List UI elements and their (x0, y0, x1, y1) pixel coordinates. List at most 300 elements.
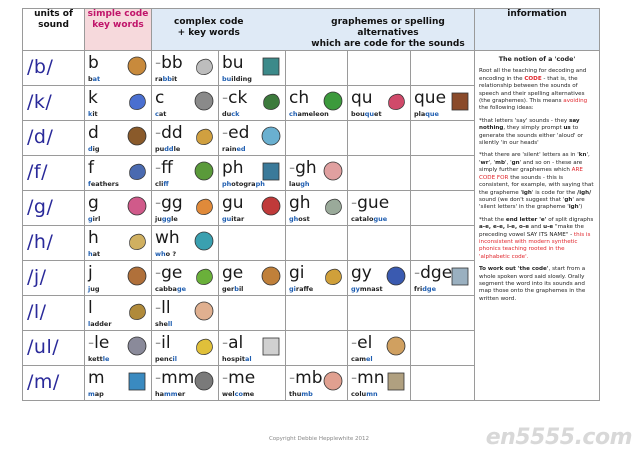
information-span: igh (568, 204, 579, 211)
grapheme-text: dd (161, 123, 183, 143)
grapheme (155, 53, 183, 73)
information-span: - that is, the relationship between the sounds of speech and their spelling alternatives (the graphemes). This means (479, 75, 585, 105)
key-word-part: mm (164, 390, 178, 398)
key-word-part: gue (373, 215, 388, 223)
key-word (222, 145, 246, 153)
key-word-part: j (88, 285, 91, 293)
key-word-part: ch (289, 110, 298, 118)
information-span: /igh/ (577, 189, 592, 196)
key-word-part: ha (155, 390, 165, 398)
complex-code-cell (219, 226, 286, 261)
key-word-part: h (88, 250, 93, 258)
key-word-part: ed (236, 145, 246, 153)
information-text (475, 51, 599, 303)
complex-code-cell (286, 261, 348, 296)
simple-code-cell (85, 86, 152, 121)
chameleon-icon (322, 90, 344, 116)
bat-icon (126, 55, 148, 81)
grapheme-text: qu (351, 88, 373, 108)
key-word-part: thu (289, 390, 302, 398)
key-word (351, 285, 383, 293)
grapheme-text: ll (161, 298, 171, 318)
grapheme (289, 193, 311, 213)
grapheme-text: l (88, 298, 93, 318)
dig-icon (126, 125, 148, 151)
key-word (414, 285, 436, 293)
grapheme-text: me (228, 368, 256, 388)
complex-code-cell (348, 51, 411, 86)
header-simple-code: simple code key words (85, 9, 152, 51)
grapheme-text: que (414, 88, 447, 108)
complex-code-cell (411, 226, 475, 261)
grapheme-dash: - (351, 333, 358, 353)
gerbil-icon (260, 265, 282, 291)
sound-unit: /m/ (27, 371, 60, 393)
grapheme (155, 88, 164, 108)
cliff-icon (193, 160, 215, 186)
grapheme (351, 333, 372, 353)
complex-code-cell (152, 226, 219, 261)
grapheme-text: ch (289, 88, 310, 108)
grapheme (351, 368, 384, 388)
complex-code-cell (286, 296, 348, 331)
information-span: Root all the teaching for decoding and encoding in the (479, 68, 587, 82)
grapheme-dash: - (155, 193, 162, 213)
header-graphemes-label: graphemes or spelling alternatives which are code for the sounds (311, 17, 465, 49)
information-span: *that there are 'silent' letters as in ' (479, 152, 579, 159)
key-word-part: dd (164, 145, 174, 153)
information-span: to generate the sounds either 'aloud' or silently 'in our heads' (479, 125, 584, 147)
information-span: and (529, 224, 544, 231)
information-paragraph (479, 217, 595, 261)
grapheme (351, 88, 373, 108)
grapheme-text: bu (222, 53, 244, 73)
thumb-icon (322, 370, 344, 396)
key-word-part: rain (222, 145, 237, 153)
simple-code-cell (85, 226, 152, 261)
grapheme (88, 228, 99, 248)
key-word-part: ff (163, 180, 169, 188)
sound-unit: /f/ (27, 161, 48, 183)
key-word (88, 390, 104, 398)
sound-unit-cell (23, 261, 85, 296)
information-span: ', ' (479, 152, 590, 166)
hammer-icon (193, 370, 215, 396)
ghost-icon (322, 195, 344, 221)
key-word-part: ameleon (297, 110, 329, 118)
juggle-icon (193, 195, 215, 221)
complex-code-cell (348, 156, 411, 191)
key-word-part: it (92, 110, 98, 118)
information-span: kn (578, 152, 587, 159)
key-word-part: irl (92, 215, 101, 223)
key-word-part: b (234, 285, 239, 293)
simple-code-cell (85, 121, 152, 156)
grapheme-text: gh (289, 193, 311, 213)
key-word-part: at (92, 75, 101, 83)
key-word (351, 215, 387, 223)
complex-code-cell (348, 331, 411, 366)
grapheme-text: il (161, 333, 171, 353)
sound-unit: /l/ (27, 301, 47, 323)
grapheme-text: m (88, 368, 105, 388)
key-word (222, 355, 252, 363)
complex-code-cell (286, 331, 348, 366)
sound-unit-cell (23, 86, 85, 121)
complex-code-cell (152, 86, 219, 121)
key-word-part: qu (364, 110, 375, 118)
key-word-part: mnast (359, 285, 383, 293)
key-word-part: pla (414, 110, 426, 118)
grapheme-dash: - (222, 88, 229, 108)
information-span: this is inconsistent with modern synthetic phonics teaching rooted in the 'alphabetic code'. (479, 231, 591, 260)
complex-code-cell (286, 121, 348, 156)
grapheme (88, 123, 99, 143)
key-word-part: otogra (231, 180, 256, 188)
who-icon (193, 230, 215, 256)
cat-icon (193, 90, 215, 116)
kettle-icon (126, 335, 148, 361)
grapheme-dash: - (155, 158, 162, 178)
grapheme-text: f (88, 158, 94, 178)
key-word (155, 390, 185, 398)
key-word-part: c (155, 110, 159, 118)
header-information: information (475, 9, 600, 51)
complex-code-cell (411, 121, 475, 156)
kite-icon (126, 90, 148, 116)
simple-code-cell (85, 331, 152, 366)
key-word (155, 180, 169, 188)
simple-code-cell (85, 366, 152, 401)
key-word-part: le (102, 355, 110, 363)
key-word-part: adder (90, 320, 112, 328)
grapheme-text: gg (161, 193, 183, 213)
information-span: say nothing (479, 117, 580, 132)
key-word-part: k (88, 110, 93, 118)
key-word-part: ig (92, 145, 100, 153)
information-span: the following ideas: (479, 105, 534, 112)
grapheme-dash: - (351, 193, 358, 213)
photograph-icon (260, 160, 282, 186)
information-span: the sounds - this is consistent, for example, with saying that the grapheme ' (479, 174, 594, 196)
key-word-part: mb (301, 390, 313, 398)
key-word-part: ost (298, 215, 310, 223)
information-span: , start from a whole spoken word said slowly. Orally segment the word into its sounds and map those onto the graphemes in the written word. (479, 266, 586, 302)
simple-code-cell (85, 51, 152, 86)
key-word-part: er (177, 390, 186, 398)
key-word-part: it (171, 75, 178, 83)
key-word (155, 75, 177, 83)
key-word-part: colu (351, 390, 367, 398)
key-word-part: ph (255, 180, 265, 188)
key-word-part: il (172, 355, 178, 363)
information-span: ', ' (488, 159, 496, 166)
information-span: ARE CODE FOR (479, 167, 583, 181)
key-word (155, 110, 166, 118)
grapheme-text: j (88, 263, 93, 283)
grapheme (155, 298, 171, 318)
complex-code-cell (286, 366, 348, 401)
grapheme-dash: - (351, 368, 358, 388)
grapheme (222, 193, 244, 213)
grapheme-text: gu (222, 193, 244, 213)
grapheme-dash: - (155, 123, 162, 143)
key-word-part: penc (155, 355, 173, 363)
key-word-part: gh (300, 180, 310, 188)
complex-code-cell (286, 191, 348, 226)
grapheme (88, 368, 105, 388)
grapheme (88, 333, 109, 353)
sound-unit-cell (23, 366, 85, 401)
grapheme (222, 53, 244, 73)
grapheme (289, 368, 323, 388)
key-word (88, 285, 100, 293)
complex-code-cell (219, 366, 286, 401)
sound-unit: /ul/ (27, 336, 60, 358)
map-icon (126, 370, 148, 396)
key-word (222, 285, 243, 293)
information-span: ', ' (504, 159, 512, 166)
key-word (351, 355, 373, 363)
sound-unit-cell (23, 51, 85, 86)
key-word (155, 320, 172, 328)
key-word (222, 110, 239, 118)
key-word (351, 110, 382, 118)
grapheme-dash: - (155, 333, 162, 353)
complex-code-cell (152, 296, 219, 331)
key-word (155, 215, 178, 223)
information-span: gn (511, 159, 520, 166)
key-word-part: gu (222, 215, 232, 223)
key-word (88, 250, 100, 258)
complex-code-cell (348, 226, 411, 261)
key-word-part: raffe (295, 285, 314, 293)
key-word-part: que (425, 110, 439, 118)
grapheme (222, 123, 249, 143)
grapheme-text: ed (228, 123, 250, 143)
key-word-part: gg (161, 215, 172, 223)
simple-code-cell (85, 296, 152, 331)
header-units-of-sound: units of sound (23, 9, 85, 51)
sound-unit: /d/ (27, 126, 54, 148)
key-word-part: ll (167, 320, 173, 328)
key-word-part: kett (88, 355, 103, 363)
laugh-icon (322, 160, 344, 186)
complex-code-cell (411, 191, 475, 226)
feathers-icon (126, 160, 148, 186)
complex-code-cell (286, 226, 348, 261)
complex-code-cell (348, 366, 411, 401)
information-span: ' and so on - these are simply further graphemes which (479, 159, 583, 174)
key-word (155, 145, 180, 153)
grapheme-dash: - (289, 368, 296, 388)
key-word-part: gh (289, 215, 299, 223)
plaque-icon (449, 90, 471, 116)
information-span: of split digraphs (546, 216, 594, 223)
grapheme-text: mm (161, 368, 195, 388)
grapheme (289, 88, 309, 108)
simple-code-cell (85, 156, 152, 191)
sound-unit-cell (23, 296, 85, 331)
grapheme (88, 298, 93, 318)
header-complex-code (152, 9, 475, 51)
rained-icon (260, 125, 282, 151)
key-word-part: el (366, 355, 373, 363)
gymnast-icon (385, 265, 407, 291)
information-panel (475, 51, 600, 401)
duck-icon (260, 90, 282, 116)
complex-code-cell (219, 86, 286, 121)
key-word-part: ug (90, 285, 100, 293)
grapheme-dash: - (222, 123, 229, 143)
grapheme-text: c (155, 88, 165, 108)
bouquet-icon (385, 90, 407, 116)
complex-code-cell (411, 51, 475, 86)
key-word-part: mn (366, 390, 378, 398)
grapheme (155, 228, 180, 248)
pencil-icon (193, 335, 215, 361)
key-word-part: cli (155, 180, 164, 188)
key-word (289, 285, 313, 293)
complex-code-cell (411, 156, 475, 191)
key-word-part: ju (155, 215, 162, 223)
key-word-part: dge (422, 285, 436, 293)
information-span: ' are 'silent letters' in the grapheme ' (479, 196, 585, 211)
sound-unit-cell (23, 191, 85, 226)
complex-code-cell (286, 51, 348, 86)
information-span: CODE (524, 75, 542, 82)
cabbage-icon (193, 265, 215, 291)
sound-unit: /b/ (27, 56, 54, 78)
grapheme-text: gi (289, 263, 305, 283)
grapheme (155, 193, 183, 213)
grapheme (155, 333, 171, 353)
guitar-icon (260, 195, 282, 221)
information-paragraph (479, 68, 595, 112)
grapheme (88, 53, 99, 73)
key-word (88, 320, 112, 328)
grapheme-text: gue (357, 193, 390, 213)
key-word (155, 355, 177, 363)
grapheme-dash: - (222, 333, 229, 353)
grapheme-text: al (228, 333, 244, 353)
complex-code-cell (219, 331, 286, 366)
jug-icon (126, 265, 148, 291)
complex-code-cell (348, 86, 411, 121)
key-word (222, 215, 244, 223)
key-word-part: gi (289, 285, 296, 293)
information-span: wr (480, 159, 489, 166)
key-word (88, 355, 109, 363)
key-word (289, 180, 310, 188)
key-word (222, 390, 254, 398)
complex-code-cell (219, 156, 286, 191)
key-word-part: ilding (231, 75, 252, 83)
camel-icon (385, 335, 407, 361)
information-span: *that letters 'say' sounds - they (479, 117, 569, 124)
key-word-part: d (88, 145, 93, 153)
key-word (88, 180, 119, 188)
key-word-part: bu (222, 75, 232, 83)
complex-code-cell (152, 121, 219, 156)
grapheme-text: gh (295, 158, 317, 178)
key-word-part: ger (222, 285, 235, 293)
complex-code-cell (348, 261, 411, 296)
information-span: ') (578, 204, 583, 211)
grapheme (222, 333, 243, 353)
key-word (88, 75, 100, 83)
hospital-icon (260, 335, 282, 361)
information-span: , they simply prompt (503, 125, 564, 132)
grapheme-text: b (88, 53, 99, 73)
complex-code-cell (152, 331, 219, 366)
grapheme-text: ph (222, 158, 244, 178)
grapheme (351, 193, 389, 213)
building-icon (260, 55, 282, 81)
information-span: To work out 'the code' (479, 266, 549, 273)
key-word-part: lau (289, 180, 301, 188)
grapheme-text: le (94, 333, 110, 353)
key-word-part: at (158, 110, 167, 118)
grapheme-text: wh (155, 228, 180, 248)
sound-unit-cell (23, 121, 85, 156)
key-word-part: il (238, 285, 244, 293)
complex-code-cell (411, 296, 475, 331)
shell-icon (193, 300, 215, 326)
complex-code-cell (348, 191, 411, 226)
girl-icon (126, 195, 148, 221)
key-word-part: du (222, 110, 232, 118)
key-word-part: o ? (165, 250, 177, 258)
complex-code-cell (152, 156, 219, 191)
rabbit-icon (193, 55, 215, 81)
key-word-part: she (155, 320, 168, 328)
information-span: a-e, e-e, i-e, o-e (479, 224, 530, 231)
grapheme (351, 263, 372, 283)
grapheme-text: el (357, 333, 373, 353)
complex-code-cell (411, 331, 475, 366)
ladder-icon (126, 300, 148, 326)
grapheme-text: d (88, 123, 99, 143)
key-word-part: itar (231, 215, 245, 223)
key-word (88, 145, 100, 153)
key-word-part: f (88, 180, 91, 188)
key-word-part: me (242, 390, 255, 398)
grapheme (155, 368, 194, 388)
complex-code-cell (152, 261, 219, 296)
key-word-part: al (244, 355, 252, 363)
key-word (155, 250, 176, 258)
key-word-part: fri (414, 285, 423, 293)
information-span: gh (564, 196, 573, 203)
complex-code-cell (411, 366, 475, 401)
complex-code-cell (348, 121, 411, 156)
grapheme (414, 88, 446, 108)
grapheme-text: ck (228, 88, 248, 108)
key-word-part: ph (222, 180, 232, 188)
key-word-part: wel (222, 390, 235, 398)
grapheme-text: ge (161, 263, 183, 283)
key-word (289, 390, 313, 398)
watermark-logo: en5555.com (485, 425, 632, 450)
grapheme-text: gy (351, 263, 372, 283)
complex-code-cell (286, 156, 348, 191)
information-span: igh (521, 189, 532, 196)
complex-code-cell (219, 121, 286, 156)
sound-unit-cell (23, 331, 85, 366)
complex-code-cell (152, 366, 219, 401)
information-paragraph (479, 118, 595, 148)
